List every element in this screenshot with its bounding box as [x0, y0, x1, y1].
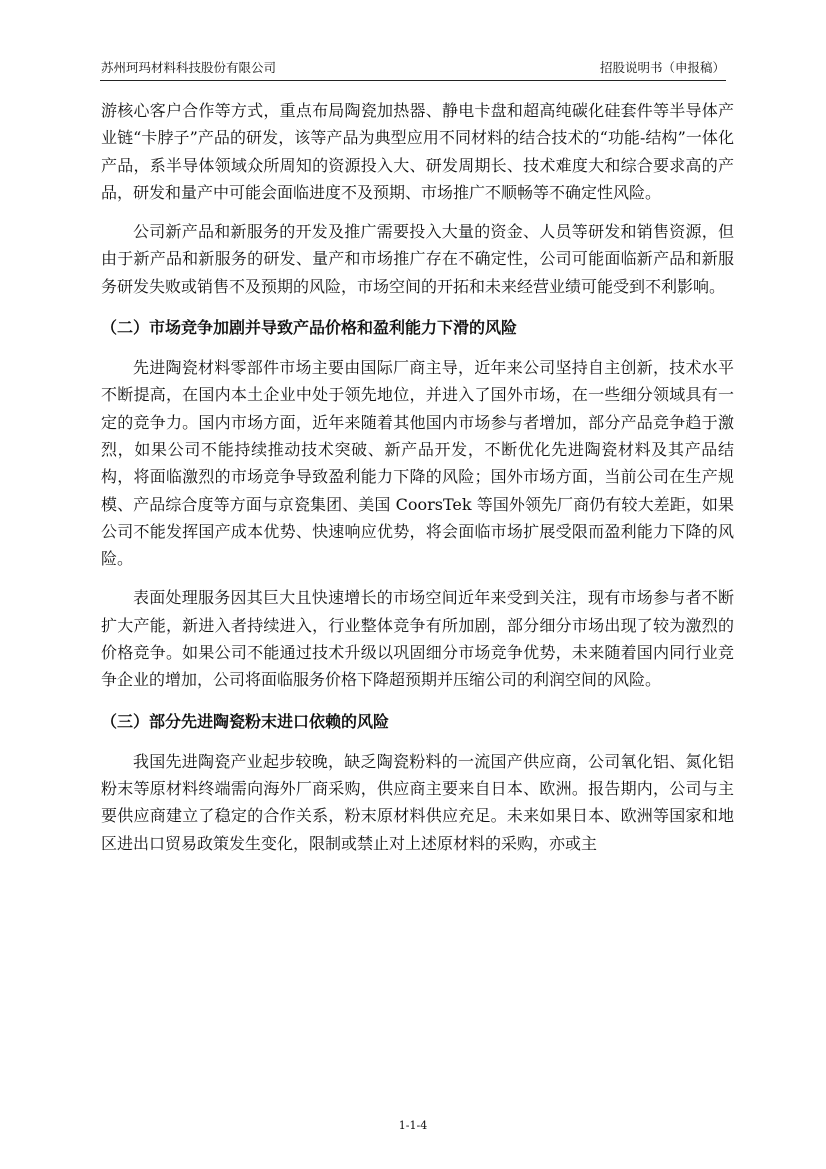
paragraph: 公司新产品和新服务的开发及推广需要投入大量的资金、人员等研发和销售资源，但由于新产品和新服务的研发、量产和市场推广存在不确定性，公司可能面临新产品和新服务研发失败或销售不及预期的风险，市场空间的开拓和未来经营业绩可能受到不利影响。: [101, 222, 734, 296]
company-name: 苏州珂玛材料科技股份有限公司: [101, 60, 277, 75]
document-title: 招股说明书（申报稿）: [599, 60, 725, 75]
page-header: [101, 58, 725, 80]
paragraph: 先进陶瓷材料零部件市场主要由国际厂商主导，近年来公司坚持自主创新，技术水平不断提高，在国内本土企业中处于领先地位，并进入了国外市场，在一些细分领域具有一定的竞争力。国内市场方面，近年来随着其他国内市场参与者增加，部分产品竞争趋于激烈，如果公司不能持续推动技术突破、新产品开发，不断优化先进陶瓷材料及其产品结构，将面临激烈的市场竞争导致盈利能力下降的风险；国外市场方面，当前公司在生产规模、产品综合度等方面与京瓷集团、美国 CoorsTek 等国外领先厂商仍有较大差距，如果公司不能发挥国产成本优势、快速响应优势，将会面临市场扩展受限而盈利能力下降的风险。: [101, 358, 734, 569]
page-number: 1-1-4: [398, 1119, 428, 1132]
paragraph: 表面处理服务因其巨大且快速增长的市场空间近年来受到关注，现有市场参与者不断扩大产能，新进入者持续进入，行业整体竞争有所加剧，部分细分市场出现了较为激烈的价格竞争。如果公司不能通过技术升级以巩固细分市场竞争优势，未来随着国内同行业竞争企业的增加，公司将面临服务价格下降超预期并压缩公司的利润空间的风险。: [101, 588, 734, 690]
header-divider: [100, 80, 726, 81]
document-body: [101, 84, 734, 869]
paragraph: 我国先进陶瓷产业起步较晚，缺乏陶瓷粉料的一流国产供应商，公司氧化铝、氮化铝粉末等原材料终端需向海外厂商采购，供应商主要来自日本、欧洲。报告期内，公司与主要供应商建立了稳定的合作关系，粉末原材料供应充足。未来如果日本、欧洲等国家和地区进出口贸易政策发生变化，限制或禁止对上述原材料的采购，亦或主: [101, 751, 734, 853]
paragraph-continued: 游核心客户合作等方式，重点布局陶瓷加热器、静电卡盘和超高纯碳化硅套件等半导体产业链“卡脖子”产品的研发，该等产品为典型应用不同材料的结合技术的“功能-结构”一体化产品，系半导体领域众所周知的资源投入大、研发周期长、技术难度大和综合要求高的产品，研发和量产中可能会面临进度不及预期、市场推广不顺畅等不确定性风险。: [101, 101, 734, 202]
section-heading: （三）部分先进陶瓷粉末进口依赖的风险: [101, 711, 390, 731]
section-heading: （二）市场竞争加剧并导致产品价格和盈利能力下滑的风险: [101, 318, 518, 338]
